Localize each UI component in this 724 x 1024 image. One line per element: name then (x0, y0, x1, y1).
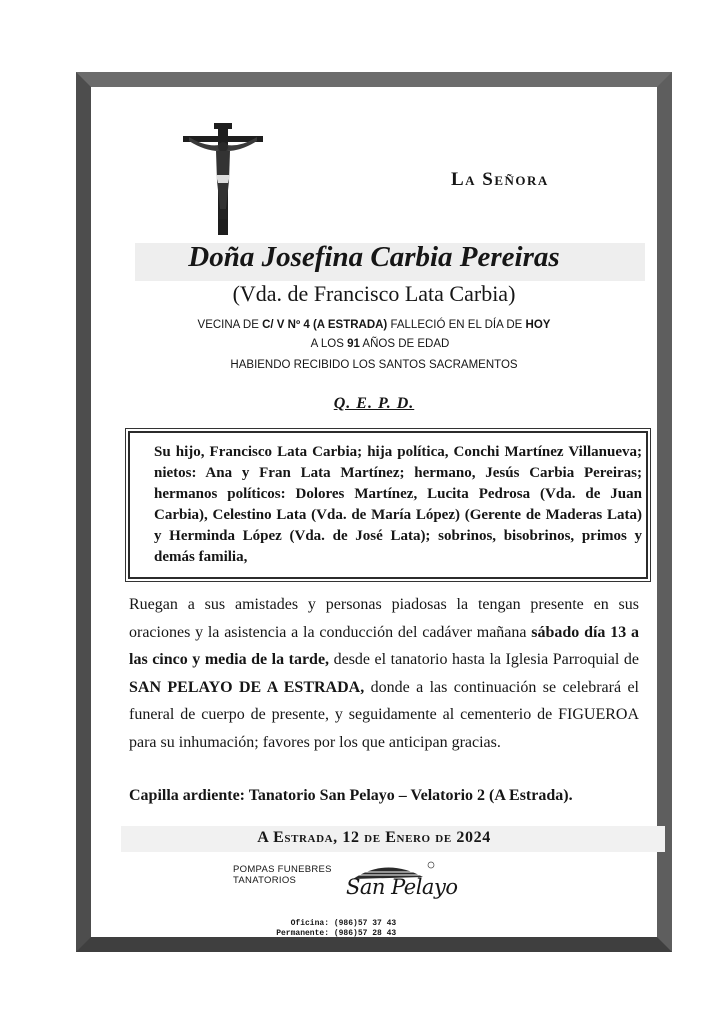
pompas-line-2: TANATORIOS (233, 875, 297, 886)
oficina-row (261, 919, 396, 929)
family-box (125, 428, 651, 582)
info-line-2-a: A LOS (310, 338, 348, 350)
widow-of: (Vda. de Francisco Lata Carbia) (232, 281, 516, 306)
capilla-ardiente: Capilla ardiente: Tanatorio San Pelayo – Velatorio 2 (A Estrada). (129, 787, 573, 804)
info-line-1-b: FALLECIÓ EN EL DÍA DE (387, 319, 526, 331)
ruegan-part-1: Ruegan a sus amistades y personas piadosas la tengan presente en sus oraciones y la asistencia a la conducción del cadáver mañana (129, 596, 639, 641)
age: 91 (347, 338, 360, 350)
ruegan-church: SAN PELAYO DE A ESTRADA, (129, 678, 365, 696)
place-date: A Estrada, 12 de Enero de 2024 (257, 829, 491, 846)
address: C/ V Nº 4 (A ESTRADA) (262, 319, 388, 331)
permanente-row (261, 929, 396, 939)
info-line-2-b: AÑOS DE EDAD (359, 338, 450, 350)
qepd: Q. E. P. D. (333, 395, 415, 412)
info-line-1 (91, 319, 657, 331)
obituary-frame (76, 72, 672, 952)
ruegan-part-3: donde a las continuación se celebrará el funeral de cuerpo de presente, y seguidamente al cementerio de FIGUEROA para su inhumación; favores por los que anticipan gracias. (129, 678, 639, 751)
logo-text: San Pelayo (346, 875, 458, 899)
ruegan-time: sábado día 13 a las cinco y media de la tarde, (129, 623, 639, 668)
ruegan-part-2: desde el tanatorio hasta la Iglesia Parroquial de (329, 651, 639, 668)
oficina-phone: (986)57 37 43 (333, 919, 397, 928)
obituary-content (91, 87, 657, 937)
ruegan-paragraph (129, 591, 639, 756)
info-line-3: HABIENDO RECIBIDO LOS SANTOS SACRAMENTOS (230, 359, 518, 371)
pompas-funebres (233, 864, 332, 886)
death-day: HOY (525, 319, 551, 331)
permanente-phone: (986)57 28 43 (333, 929, 397, 938)
permanente-label: Permanente: (276, 929, 329, 938)
phone-numbers (261, 919, 396, 939)
info-line-1-a: VECINA DE (197, 319, 263, 331)
info-line-2 (91, 338, 663, 350)
pompas-line-1: POMPAS FUNEBRES (233, 864, 332, 875)
oficina-label: Oficina: (290, 919, 329, 928)
crucifix-icon (183, 123, 263, 235)
family-text: Su hijo, Francisco Lata Carbia; hija política, Conchi Martínez Villanueva; nietos: Ana y Fran Lata Martínez; hermano, Jesús Carbia Pereiras; hermanos políticos: Dolores Martínez, Lucita Pedrosa (Vda. de Juan Carbia), Celestino Lata (Vda. de María López) (Gerente de Maderas Lata) y Herminda López (Vda. de José Lata); sobrinos, bisobrinos, primos y demás familia, (128, 431, 648, 579)
deceased-name: Doña Josefina Carbia Pereiras (188, 241, 560, 273)
header-title: La Señora (451, 169, 549, 190)
